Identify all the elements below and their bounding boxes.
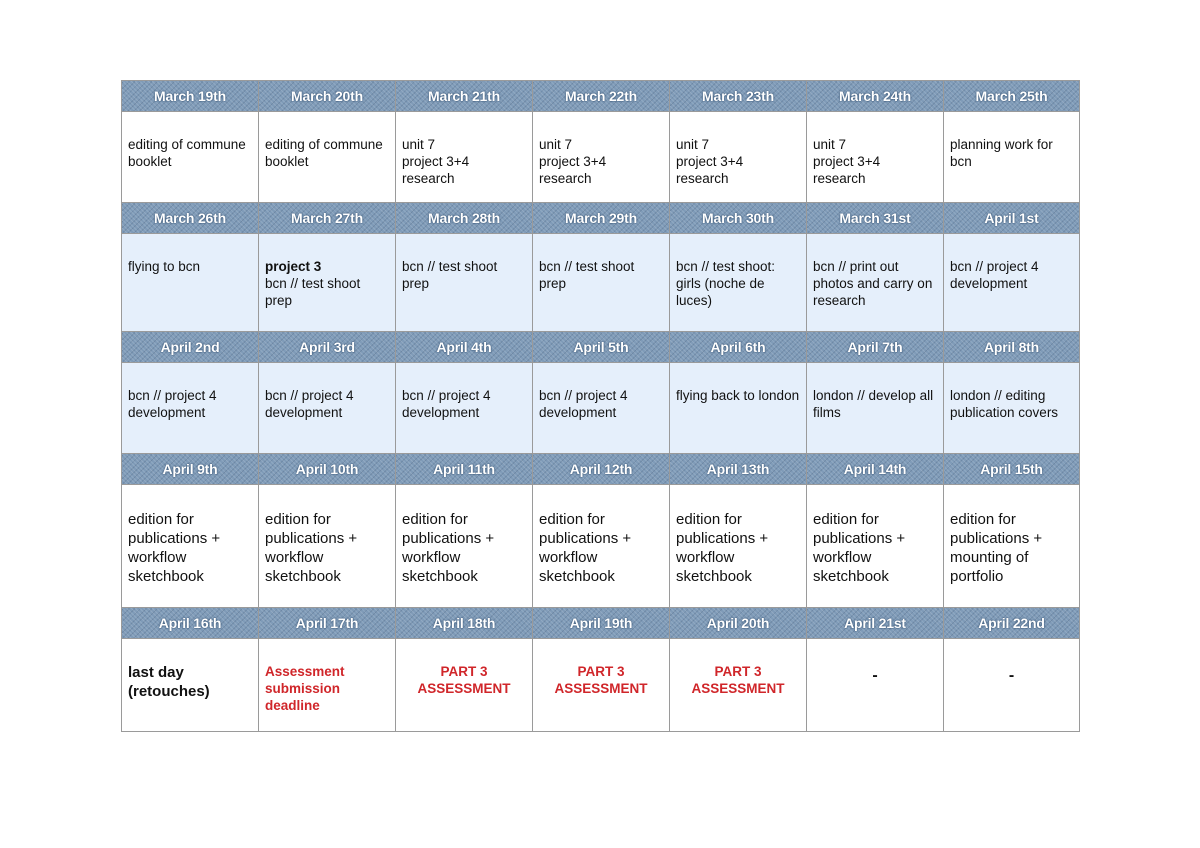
date-header: March 29th [533, 203, 670, 234]
date-header: March 24th [807, 81, 944, 112]
date-header: March 31st [807, 203, 944, 234]
task-text: research [539, 171, 592, 186]
date-header: April 12th [533, 454, 670, 485]
task-text: edition for publications + workflow sketchbook [402, 511, 495, 585]
day-cell [807, 363, 944, 454]
date-header: April 5th [533, 332, 670, 363]
task-row [122, 485, 1080, 608]
date-header: March 23th [670, 81, 807, 112]
day-cell [807, 485, 944, 608]
task-row [122, 234, 1080, 332]
date-header: April 4th [396, 332, 533, 363]
date-header-row [122, 608, 1080, 639]
day-cell [259, 112, 396, 203]
task-text: bcn // print out photos and carry on research [813, 259, 933, 308]
date-header: April 18th [396, 608, 533, 639]
date-header: April 16th [122, 608, 259, 639]
date-header: March 25th [944, 81, 1080, 112]
date-header: March 21th [396, 81, 533, 112]
date-header: March 19th [122, 81, 259, 112]
task-text: project 3+4 [813, 154, 881, 169]
task-text: london // editing publication covers [950, 388, 1059, 420]
task-text: bcn // project 4 development [539, 388, 628, 420]
assessment-text: PART 3 ASSESSMENT [417, 664, 511, 696]
date-header: March 30th [670, 203, 807, 234]
day-cell [259, 639, 396, 732]
task-text: bcn // project 4 development [265, 388, 354, 420]
day-cell [944, 639, 1080, 732]
task-text: flying back to london [676, 388, 800, 403]
task-title: project 3 [265, 259, 322, 274]
day-cell [670, 234, 807, 332]
day-cell [670, 112, 807, 203]
task-text: bcn // test shoot: girls (noche de luces) [676, 259, 776, 308]
day-cell [396, 639, 533, 732]
date-header-row [122, 203, 1080, 234]
task-row [122, 639, 1080, 732]
task-text: research [676, 171, 729, 186]
day-cell [944, 112, 1080, 203]
date-header: April 21st [807, 608, 944, 639]
task-text: bcn // test shoot prep [265, 276, 361, 308]
task-row [122, 363, 1080, 454]
task-text: edition for publications + workflow sketchbook [813, 511, 906, 585]
day-cell [944, 485, 1080, 608]
date-header: April 20th [670, 608, 807, 639]
day-cell [807, 112, 944, 203]
day-cell [670, 639, 807, 732]
task-text: bcn // test shoot prep [402, 259, 498, 291]
day-cell [259, 234, 396, 332]
day-cell [944, 363, 1080, 454]
date-header: March 22th [533, 81, 670, 112]
task-text: editing of commune booklet [265, 137, 383, 169]
day-cell [533, 639, 670, 732]
day-cell [670, 485, 807, 608]
day-cell [259, 485, 396, 608]
task-text: unit 7 [676, 137, 710, 152]
task-text: editing of commune booklet [128, 137, 246, 169]
assessment-text: PART 3 ASSESSMENT [691, 664, 785, 696]
day-cell [122, 112, 259, 203]
task-text: edition for publications + workflow sketchbook [265, 511, 358, 585]
day-cell [122, 639, 259, 732]
task-row [122, 112, 1080, 203]
empty-dash: - [872, 667, 878, 684]
task-text: last day (retouches) [128, 664, 210, 700]
day-cell [670, 363, 807, 454]
date-header: April 22nd [944, 608, 1080, 639]
date-header: April 11th [396, 454, 533, 485]
task-text: research [813, 171, 866, 186]
date-header: April 1st [944, 203, 1080, 234]
task-text: bcn // project 4 development [128, 388, 217, 420]
empty-dash: - [1008, 667, 1015, 684]
day-cell [122, 485, 259, 608]
date-header: March 28th [396, 203, 533, 234]
day-cell [259, 363, 396, 454]
day-cell [807, 234, 944, 332]
assessment-text: PART 3 ASSESSMENT [554, 664, 648, 696]
day-cell [533, 363, 670, 454]
day-cell [533, 485, 670, 608]
day-cell [396, 112, 533, 203]
date-header-row [122, 332, 1080, 363]
date-header: April 7th [807, 332, 944, 363]
date-header-row [122, 454, 1080, 485]
day-cell [396, 234, 533, 332]
date-header: April 14th [807, 454, 944, 485]
task-text: project 3+4 [676, 154, 744, 169]
task-text: research [402, 171, 455, 186]
task-text: unit 7 [539, 137, 573, 152]
date-header: April 6th [670, 332, 807, 363]
day-cell [944, 234, 1080, 332]
day-cell [533, 234, 670, 332]
date-header: March 26th [122, 203, 259, 234]
day-cell [807, 639, 944, 732]
date-header: April 9th [122, 454, 259, 485]
day-cell [122, 234, 259, 332]
date-header: April 3rd [259, 332, 396, 363]
task-text: bcn // test shoot prep [539, 259, 635, 291]
task-text: flying to bcn [128, 259, 201, 274]
schedule-table [121, 80, 1080, 732]
date-header: April 17th [259, 608, 396, 639]
task-text: london // develop all films [813, 388, 934, 420]
date-header: April 8th [944, 332, 1080, 363]
task-text: edition for publications + workflow sketchbook [128, 511, 221, 585]
day-cell [396, 363, 533, 454]
task-text: edition for publications + workflow sketchbook [676, 511, 769, 585]
date-header: April 13th [670, 454, 807, 485]
task-text: unit 7 [813, 137, 847, 152]
day-cell [396, 485, 533, 608]
date-header: April 19th [533, 608, 670, 639]
date-header: April 15th [944, 454, 1080, 485]
day-cell [533, 112, 670, 203]
date-header: March 27th [259, 203, 396, 234]
deadline-text: Assessment submission deadline [265, 664, 345, 713]
task-text: bcn // project 4 development [402, 388, 491, 420]
task-text: project 3+4 [539, 154, 607, 169]
task-text: planning work for bcn [950, 137, 1053, 169]
task-text: unit 7 [402, 137, 436, 152]
day-cell [122, 363, 259, 454]
date-header-row [122, 81, 1080, 112]
task-text: project 3+4 [402, 154, 470, 169]
date-header: April 10th [259, 454, 396, 485]
task-text: edition for publications + workflow sketchbook [539, 511, 632, 585]
task-text: bcn // project 4 development [950, 259, 1039, 291]
date-header: April 2nd [122, 332, 259, 363]
task-text: edition for publications + mounting of portfolio [950, 511, 1043, 585]
date-header: March 20th [259, 81, 396, 112]
